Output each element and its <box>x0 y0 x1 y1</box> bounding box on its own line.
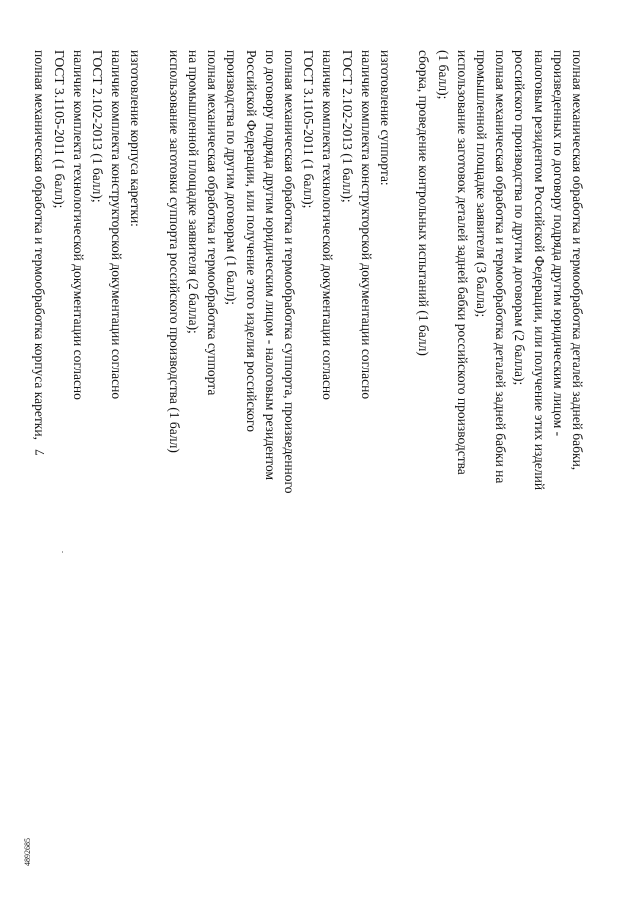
body-line: сборка, проведение контрольных испытаний (1 балл) <box>416 50 432 356</box>
body-line: российского производства по другим договорам (2 балла); <box>512 50 528 386</box>
body-line: использование заготовки суппорта российского производства (1 балл) <box>166 50 182 453</box>
page-number: 7 <box>31 449 47 456</box>
body-line: промышленной площадке заявителя (3 балла); <box>473 50 489 318</box>
body-line: наличие комплекта технологической документации согласно <box>320 50 336 400</box>
document-number: 4892685 <box>23 838 32 866</box>
blank-line <box>145 50 164 770</box>
body-line: наличие комплекта технологической документации согласно <box>70 50 86 400</box>
body-line: наличие комплекта конструкторской документации согласно <box>109 50 125 400</box>
scan-mark-dot: . <box>56 551 65 553</box>
body-line: полная механическая обработка и термообработка корпуса каретки, <box>32 50 48 440</box>
body-line: (1 балл); <box>435 50 451 100</box>
blank-line <box>395 50 414 770</box>
section-heading: изготовление корпуса каретки: <box>128 50 144 227</box>
body-line: налоговым резидентом Российской Федерации, или получение этих изделий <box>531 50 547 491</box>
body-line: наличие комплекта конструкторской документации согласно <box>358 50 374 400</box>
body-line: ГОСТ 3.1105-2011 (1 балл); <box>301 50 317 209</box>
body-line: полная механическая обработка и термообработка суппорта, произведенного <box>281 50 297 494</box>
body-line: ГОСТ 2.102-2013 (1 балл); <box>89 50 105 203</box>
body-line: ГОСТ 2.102-2013 (1 балл); <box>339 50 355 203</box>
body-line: полная механическая обработка и термообработка деталей задней бабки, <box>570 50 585 471</box>
body-line: произведенных по договору подряда другим юридическим лицом - <box>550 50 566 437</box>
body-line: ГОСТ 3.1105-2011 (1 балл); <box>51 50 67 209</box>
body-line: Российской Федерации, или получение этого изделия российского <box>243 50 259 433</box>
body-line: полная механическая обработка и термообработка суппорта <box>205 50 221 396</box>
body-line: по договору подряда другим юридическим лицом - налоговым резидентом <box>262 50 278 481</box>
document-body <box>30 50 587 770</box>
section-heading: изготовление суппорта: <box>377 50 393 186</box>
body-line: использование заготовок деталей задней бабки российского производства <box>454 50 470 475</box>
body-line: производства по другим договорам (1 балл); <box>224 50 240 306</box>
body-line: на промышленной площадке заявителя (2 балла); <box>185 50 201 334</box>
body-line: полная механическая обработка и термообработка деталей задней бабки на <box>493 50 509 484</box>
